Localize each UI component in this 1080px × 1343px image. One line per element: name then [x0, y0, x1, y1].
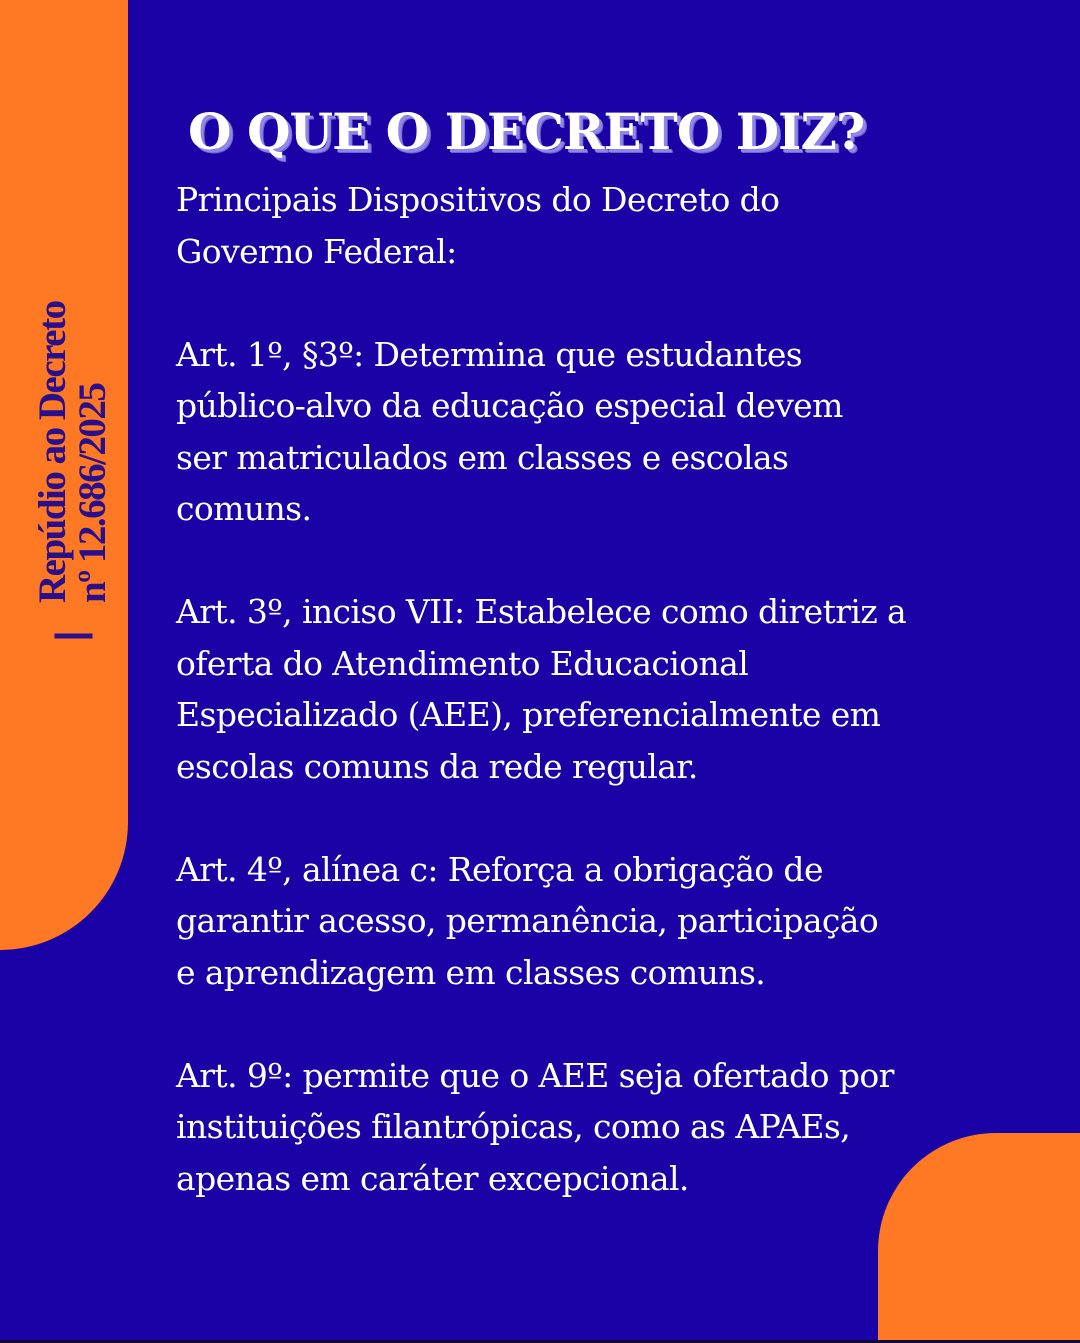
article-line: Art. 1º, §3º: Determina que estudantes	[176, 334, 803, 374]
article-line: público-alvo da educação especial devem	[176, 386, 843, 425]
article-line: Especializado (AEE), preferencialmente em	[176, 695, 881, 734]
article-line: garantir acesso, permanência, participação	[176, 901, 879, 940]
content-body	[176, 174, 996, 1256]
article-line: escolas comuns da rede regular.	[176, 746, 698, 786]
article-art-9	[176, 1050, 996, 1205]
side-label-line-2: nº 12.686/2025	[71, 383, 114, 603]
side-label-text	[33, 301, 113, 603]
page-title: O QUE O DECRETO DIZ?	[188, 101, 865, 161]
article-art-1	[176, 329, 996, 535]
intro-line: Principais Dispositivos do Decreto do	[176, 180, 780, 219]
intro-paragraph	[176, 174, 996, 277]
article-line: oferta do Atendimento Educacional	[176, 643, 749, 683]
intro-line: Governo Federal:	[176, 231, 457, 271]
side-label	[18, 245, 128, 655]
side-label-rotated	[18, 245, 128, 655]
article-line: Art. 4º, alínea c: Reforça a obrigação de	[176, 849, 823, 889]
side-label-divider	[54, 634, 92, 639]
side-label-line-1: Repúdio ao Decreto	[31, 301, 74, 603]
article-art-3	[176, 586, 996, 792]
article-art-4	[176, 844, 996, 999]
article-line: Art. 9º: permite que o AEE seja ofertado por	[176, 1055, 894, 1095]
article-line: ser matriculados em classes e escolas	[176, 437, 789, 477]
article-line: apenas em caráter excepcional.	[176, 1158, 689, 1198]
article-line: e aprendizagem em classes comuns.	[176, 952, 766, 992]
article-line: comuns.	[176, 489, 312, 528]
article-line: Art. 3º, inciso VII: Estabelece como diretriz a	[176, 592, 907, 631]
article-line: instituições filantrópicas, como as APAEs,	[176, 1107, 851, 1146]
